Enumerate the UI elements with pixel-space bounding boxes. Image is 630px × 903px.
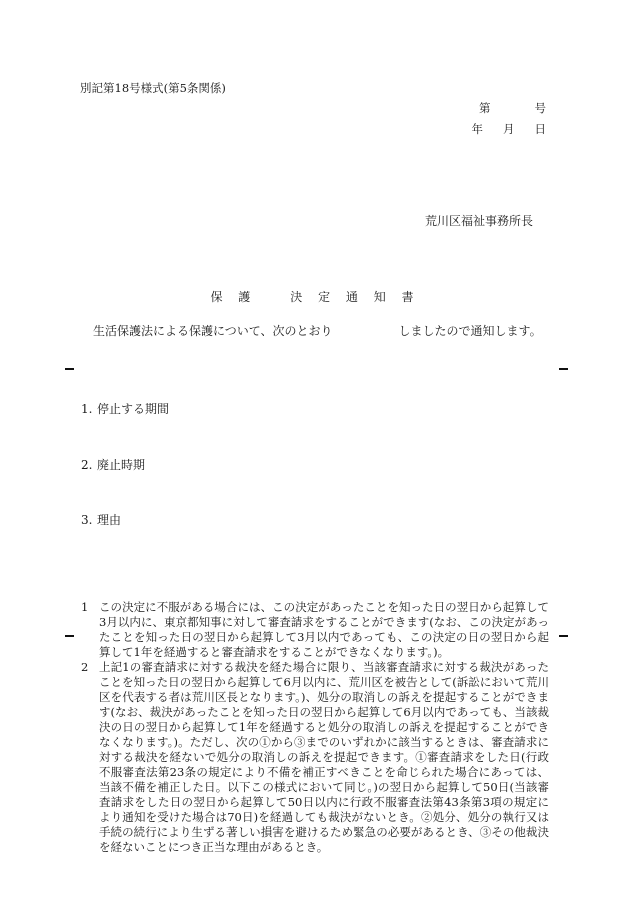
document-title xyxy=(0,288,630,305)
date-month: 月 xyxy=(503,122,515,136)
form-label: 別記第18号様式(第5条関係) xyxy=(80,81,226,95)
fold-mark-left-top xyxy=(65,368,74,370)
number-suffix: 号 xyxy=(534,101,546,115)
intro-after: しましたので通知します。 xyxy=(398,324,542,338)
appeal-notes xyxy=(81,600,549,855)
item-suspension-period: 1. 停止する期間 xyxy=(81,402,170,416)
item-abolition-date: 2. 廃止時期 xyxy=(81,458,146,472)
note-1: 1 この決定に不服がある場合には、この決定があったことを知った日の翌日から起算して3月以内に、東京都知事に対して審査請求をすることができます(なお、この決定があったことを知った日の翌日から起算して3月以内であっても、この決定の日の翌日から起算して1年を経過すると審査請求をすることができなくなります。)。 xyxy=(81,600,549,659)
title-left: 保 護 xyxy=(210,290,257,304)
date-year: 年 xyxy=(471,122,483,136)
date-day: 日 xyxy=(534,122,546,136)
title-right: 決 定 通 知 書 xyxy=(290,290,420,304)
issuer-office: 荒川区福祉事務所長 xyxy=(424,214,533,228)
note-2: 2 上記1の審査請求に対する裁決を経た場合に限り、当該審査請求に対する裁決があったことを知った日の翌日から起算して6月以内に、荒川区を被告として(訴訟において荒川区を代表する者は荒川区長となります。)、処分の取消しの訴えを提起することができます(なお、裁決があったことを知った日の翌日から起算して6月以内であっても、当該裁決の日の翌日から起算して1年を経過すると処分の取消しの訴えを提起することができなくなります。)。ただし、次の①から③までのいずれかに該当するときは、審査請求に対する裁決を経ないで処分の取消しの訴えを提起できます。①審査請求をした日(行政不服審査法第23条の規定により不備を補正すべきことを命じられた場合にあっては、当該不備を補正した日。以下この様式において同じ。)の翌日から起算して50日(当該審査請求をした日の翌日から起算して50日以内に行政不服審査法第43条第3項の規定により通知を受けた場合は70日)を経過しても裁決がないとき。②処分、処分の執行又は手続の続行により生ずる著しい損害を避けるため緊急の必要があるとき、③その他裁決を経ないことにつき正当な理由があるとき。 xyxy=(81,660,549,854)
fold-mark-right-top xyxy=(559,368,568,370)
fold-mark-left-bottom xyxy=(65,635,74,637)
number-prefix: 第 xyxy=(479,101,491,115)
fold-mark-right-bottom xyxy=(559,635,568,637)
issue-date xyxy=(472,121,547,137)
item-reason: 3. 理由 xyxy=(81,513,122,527)
intro-before: 生活保護法による保護について、次のとおり xyxy=(93,324,333,338)
intro-sentence xyxy=(93,322,542,339)
document-number xyxy=(479,100,546,116)
